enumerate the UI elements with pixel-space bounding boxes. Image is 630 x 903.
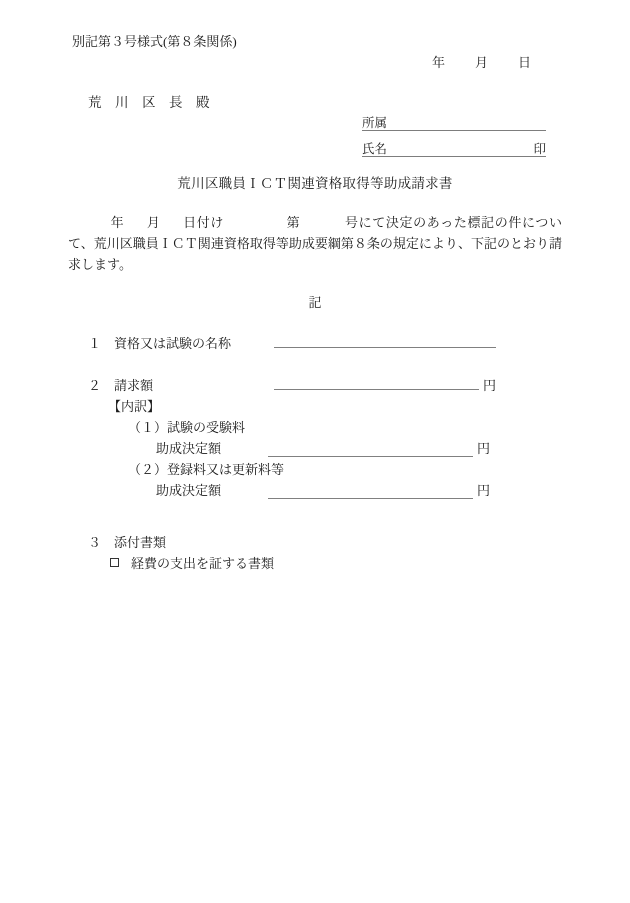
item-3-number: ３ [88,535,102,550]
item-3-attachments [88,532,166,551]
breakdown-item-1-input-rule[interactable] [268,442,473,457]
applicant-block [362,110,546,157]
breakdown-item-1-unit: 円 [477,441,491,456]
attachment-label: 経費の支出を証する書類 [131,556,275,571]
body-paragraph [68,212,562,275]
body-year-label: 年 [110,215,125,230]
ki-marker: 記 [308,295,322,310]
body-line-3: します。 [81,257,132,272]
name-label: 氏名 [362,141,388,156]
breakdown-item-2-unit: 円 [477,483,491,498]
date-year-label: 年 [432,55,446,70]
addressee-line: 荒 川 区 長 殿 [88,95,210,110]
item-1-qualification-name [88,333,496,352]
breakdown-item-2-amount-row [156,480,490,499]
item-2-input-rule[interactable] [274,375,479,390]
affiliation-field[interactable] [362,110,546,131]
breakdown-item-2-amount-label: 助成決定額 [156,483,222,498]
item-2-unit: 円 [483,378,497,393]
item-2-claim-amount [88,375,496,394]
breakdown-item-1-amount-row [156,438,490,457]
breakdown-item-1-label: （１）試験の受験料 [128,420,246,435]
affiliation-label: 所属 [362,115,388,130]
breakdown-label: 【内訳】 [108,399,161,414]
name-field[interactable] [362,136,546,157]
item-2-number: ２ [88,378,102,393]
attachment-checkbox-row[interactable] [110,553,274,572]
item-1-label: 資格又は試験の名称 [114,336,232,351]
form-number: 別記第３号様式(第８条関係) [72,34,237,49]
body-line-2: て、荒川区職員ＩＣＴ関連資格取得等助成要綱第８条の規定により、下記のとおり請求 [68,236,562,272]
body-day-label: 日付け [182,215,225,230]
date-day-label: 日 [518,55,532,70]
body-number-suffix: 号にて決定のあった標記の件につい [344,215,562,230]
item-1-number: １ [88,336,102,351]
item-3-label: 添付書類 [114,535,167,550]
checkbox-icon[interactable] [110,558,119,567]
body-month-label: 月 [146,215,161,230]
breakdown-item-2-input-rule[interactable] [268,484,473,499]
seal-label: 印 [533,141,546,156]
item-1-input-rule[interactable] [274,333,496,348]
body-number-prefix: 第 [286,215,301,230]
breakdown-item-1-amount-label: 助成決定額 [156,441,222,456]
document-title: 荒川区職員ＩＣＴ関連資格取得等助成請求書 [177,176,453,191]
item-2-label: 請求額 [114,378,154,393]
date-month-label: 月 [475,55,489,70]
date-line [432,52,531,71]
breakdown-item-2-label: （２）登録料又は更新料等 [128,462,285,477]
